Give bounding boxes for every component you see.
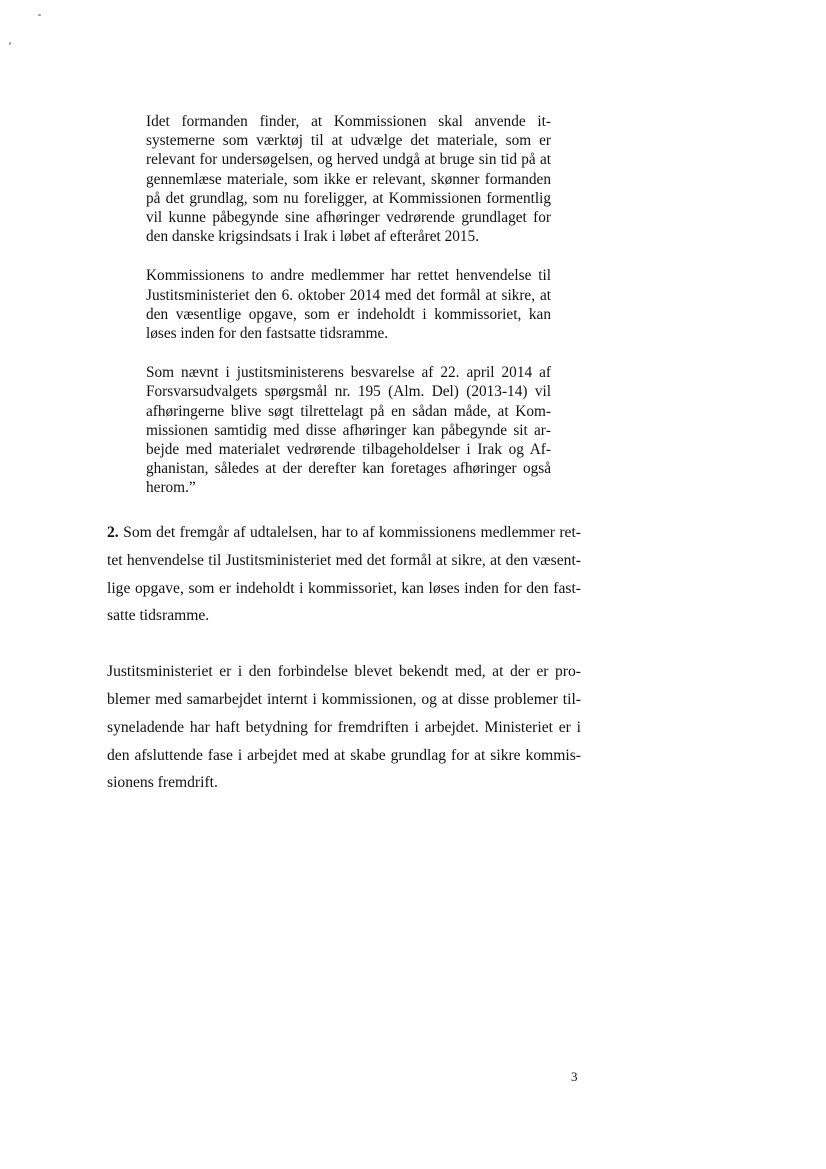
body-text: [107, 519, 581, 825]
quote-paragraph: Som nævnt i justitsministerens besvarelse af 22. april 2014 af Forsvarsudvalgets spørgsmål nr. 195 (Alm. Del) (2013-14) vil afhøringerne blive søgt tilrettelagt på en sådan måde, at Kommissionen samtidig med disse afhøringer kan påbegynde sit arbejde med materialet vedrørende tilbageholdelser i Irak og Afghanistan, således at der derefter kan foretages afhøringer også herom.”: [146, 364, 551, 497]
quote-paragraph: Idet formanden finder, at Kommissionen skal anvende it-systemerne som værktøj til at udvælge det materiale, som er relevant for undersøgelsen, og herved undgå at bruge sin tid på at gennemlæse materiale, som ikke er relevant, skønner formanden på det grundlag, som nu foreligger, at Kommissionen formentlig vil kunne påbegynde sine afhøringer vedrørende grundlaget for den danske krigsindsats i Irak i løbet af efteråret 2015.: [146, 113, 551, 246]
paragraph-number: 2.: [107, 524, 119, 541]
scan-speck: [8, 42, 11, 46]
section-2-paragraph: [107, 519, 581, 630]
scan-speck: [38, 14, 41, 16]
quoted-statement: [146, 112, 551, 518]
paragraph-text: Som det fremgår af udtalelsen, har to af kommissionens medlemmer rettet henvendelse til Justitsministeriet med det formål at sikre, at den væsentlige opgave, som er indeholdt i kommissoriet, kan løses inden for den fastsatte tidsramme.: [107, 524, 581, 625]
page-number: 3: [571, 1069, 578, 1084]
quote-paragraph: Kommissionens to andre medlemmer har rettet henvendelse til Justitsministeriet den 6. oktober 2014 med det formål at sikre, at den væsentlige opgave, som er indeholdt i kommissoriet, kan løses inden for den fastsatte tidsramme.: [146, 267, 551, 343]
body-paragraph: Justitsministeriet er i den forbindelse blevet bekendt med, at der er problemer med samarbejdet internt i kommissionen, og at disse problemer tilsyneladende har haft betydning for fremdriften i arbejdet. Ministeriet er i den afsluttende fase i arbejdet med at skabe grundlag for at sikre kommissionens fremdrift.: [107, 663, 581, 792]
